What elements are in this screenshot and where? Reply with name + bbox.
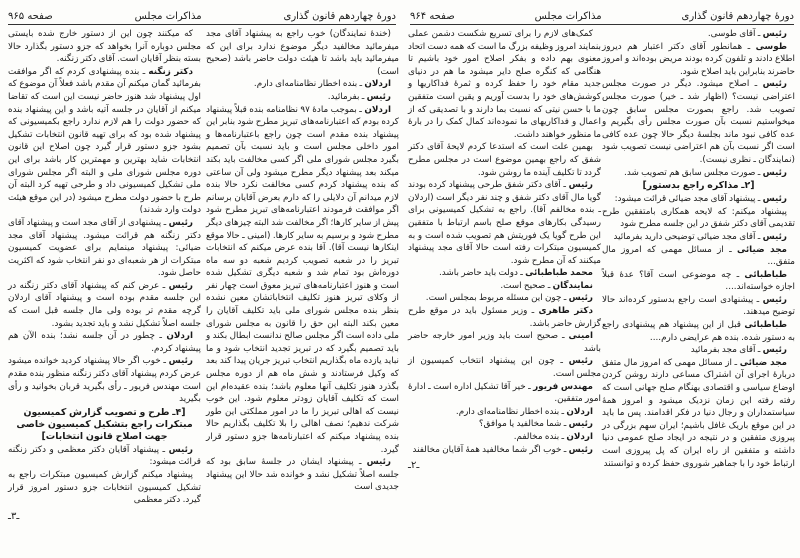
speaker-name: رئیس	[762, 79, 787, 90]
speech-text: ـ صورت مجلس سابق هم تصویب شد.	[624, 167, 763, 178]
speaker-name: رئیس	[762, 167, 787, 178]
speech-text: ـ پیشنهاد آقایان دکتر معظمی و دکتر زنگنه قرائت میشود:	[8, 444, 201, 468]
speaker-name: رئیس	[168, 280, 193, 291]
speaker-name: طباطبائی	[744, 320, 787, 331]
speaker-name: محمد طباطبائی	[525, 268, 593, 279]
session-period: دورهٔ چهاردهم قانون گذاری	[283, 11, 396, 22]
speech-paragraph	[8, 28, 201, 66]
speech-paragraph	[8, 330, 201, 355]
speech-text: ـ وزیر مسئول باید در موقع طرح گزارش حاضر باشد.	[408, 306, 601, 329]
speech-text: ـ آقای دکتر شفق طرحی پیشنهاد کرده بودند گویا مال آقای دکتر شفق و چند نفر دیگر است (اردلان ـ بنده مخالفم آقا). راجع به تشکیل کمیسیونی برای رسیدگی بکارهای موقع صلح باسم ارتباط با متفقین این طرح گویا یک فوریتش هم تصویب شده است و به کمیسیون مبتکرات رفته است حالا آقای مجد پیشنهاد میکنند که آن مطرح شود.	[408, 180, 601, 266]
speech-paragraph	[602, 28, 795, 41]
speaker-name: رئیس	[168, 356, 193, 367]
page-label: صفحه ۹۶۵	[8, 11, 53, 22]
speech-text: ـ پیشنهاد آقای مجد ضیائی قرائت میشود:	[614, 194, 763, 205]
speech-text: ـ از مسائل مهمی که امروز مال متفق دربارهٔ اجرای آن اشتراک مساعی دارند روشن کردن اوضاع سیاسی و اقتصادی بهنگام صلح جهانی است که رفته رفته این زمان نزدیک میشود و امروز همهٔ سیاستمداران و رجال دنیا در فکر اقدامند. پس ما باید در این موقع باریک غافل باشیم؛ ایران سهم بزرگی در پیروزی متفقین و در نتیجه در ایجاد صلح عمومی دنیا داشته و متفقین از راه ایران که پل پیروزی است ارتباط خود را با جماهیر شوروی حفظ کرده و توانستند	[602, 357, 795, 469]
speech-text: قبل از این پیشنهاد هم پیشنهادی راجع به دستور شده. بنده هم عرایضی دارم....	[602, 320, 795, 343]
speech-paragraph	[602, 344, 795, 357]
text-column-1	[602, 28, 795, 470]
speaker-name: نمایندگان	[552, 280, 593, 291]
speech-paragraph	[602, 269, 795, 294]
speech-text: ـ بموجب مادهٔ ۹۷ نظامنامه بنده قبلاً پیشنهاد کرده بودم که اعتبارنامه‌های تبریز مطرح شود بنابر این پیشنهاد بنده مقدم است چون راجع باعتبارنامه‌ها و امور داخلی مجلس است و باید نسبت بآن تصمیم بگیرد مجلس شورای ملی اگر کسی مخالفت باید بکند میکند بعد پیشنهاد دیگر مطرح میشود ولی آن ساعتی که بنده پیشنهاد کردم کسی مخالفت نکرد حالا بنده لازم میدانم آن دلایلی را که دارم بعرض آقایان برسانم اگر موافقت فرمودند اعتبارنامه‌های تبریز مطرح شود پیش از سایر کارها؛ اگر مخالفت شد البته چیزهای دیگر مطرح شود و برسیم به سایر کارها. (امینی ـ حالا موقع اینکارها نیست آقا). آقا بنده عرض میکنم که انتخابات تبریز را در شعبه تصویب کردیم شعبه دو سه ماه دوره‌اش بود تمام شد و شعبه دیگری تشکیل شده است و هنوز اعتبارنامه‌های تبریز معوق است چهار نفر از وکلای تبریز هنوز تکلیف انتخاباتشان معین نشده بنظر بنده مجلس شورای ملی باید تکلیف آقایان را معین بکند البته این حق را قانون به مجلس شورای ملی داده است اگر مجلس صالح ندانست ابطال بکند و باید تصمیم بگیرد که در تبریز تجدید انتخاب شود و ما نباید یازده ماه بگذاریم انتخاب تبریز جریان پیدا کند بعد که وکیل فرستادند و شش ماه هم از دوره مجلس بگذرد هنوز تکلیف آنها معلوم باشد؛ بنده عقیده‌ام این است که تکلیف آقایان زودتر معلوم شود. این خوب نیست که اهالی تبریز را ما در امور مملکتی این طور شرکت ندهیم؛ نصف اهالی را بلا تکلیف بگذاریم حالا بنده پیشنهاد میکنم که اعتبارنامه‌ها جزو دستور قرار گیرد.	[206, 104, 399, 455]
speaker-name: طوسی	[755, 41, 787, 52]
speaker-name: رئیس	[568, 356, 593, 367]
speaker-name: رئیس	[168, 444, 193, 455]
speaker-name: امینی	[568, 331, 593, 342]
speech-paragraph	[8, 217, 201, 280]
speech-paragraph	[408, 355, 601, 380]
speech-paragraph	[602, 206, 795, 231]
speaker-name: اردلان	[566, 432, 593, 442]
speaker-name: اردلان	[566, 406, 593, 417]
speech-paragraph	[602, 357, 795, 470]
speaker-name: رئیس	[168, 217, 193, 228]
speaker-name: رئیس	[762, 194, 787, 205]
speech-paragraph	[408, 141, 601, 179]
speech-text: ـ چطور در آن جلسه نشد؛ بنده الآن هم پیشنهاد کردم.	[8, 331, 201, 354]
speaker-name: رئیس	[568, 293, 593, 304]
speech-text: ـ خوب اگر شما مخالفید همهٔ آقایان مخالفند	[412, 444, 569, 455]
speech-text: ـ آقای مجد بفرمائید	[690, 345, 763, 356]
speech-paragraph	[8, 469, 201, 507]
speech-text: ـ بفرمائید.	[327, 91, 367, 102]
session-period: دورهٔ چهاردهم قانون گذاری	[681, 11, 794, 22]
speech-text: ـ اصلاح میشود. دیگر در صورت مجلس اعتراضی نیست؟ (اظهار شد ـ خیر) صورت مجلس تصویب شد. راجع بصورت مجلس سابق چون میخواستیم نسبت بآن صورت مجلس رأی بگیریم و عده کافی نبود ماند بجلسهٔ دیگر حالا چون عده کافی است اگر نسبت بآن هم اعتراضی نیست تصویب شود (نمایندگان ـ نظری نیست).	[602, 79, 795, 165]
speech-paragraph	[8, 444, 201, 469]
speech-text: ـ همانطور آقای دکتر اعتبار هم دیروز اطلاع دادند و تلفون کرده بودند مریض بوده‌اند و امروز حاضرند بنابراین باید اصلاح شود.	[602, 41, 795, 77]
publication-title: مذاکرات مجلس	[134, 11, 202, 22]
speech-text: کمک‌های لازم را برای تسریع شکست دشمن عملی بنمایند امروز وظیفه بزرگ ما است که همه دست اتحاد معنوی بهم داده و بفکر اصلاح امور خود باشیم تا هنگامی که کنگره صلح دایر میشود ما هم در دنیای جدید مقام خود را حفظ کرده و ثمرهٔ فداکاریها و کوشش‌های خود را بدست آوریم و یقین است متفقین ما با حسن نیتی که نسبت بما دارند و با تصدیقی که از اعمال و فداکاریهای ما نموده‌اند کمال کمک را در بارهٔ ما منظور خواهند داشت.	[408, 29, 601, 140]
speaker-name: مجد ضیائی	[736, 244, 787, 255]
speaker-name: اردلان	[364, 79, 391, 90]
speech-text: ـ پیشنهادی است راجع بدستور کرده‌اند حالا توضیح میدهند.	[602, 294, 795, 318]
text-column-1	[206, 28, 399, 494]
speech-paragraph	[602, 78, 795, 166]
speech-text: ـ دولت باید حاضر باشد.	[439, 268, 526, 279]
speech-paragraph	[408, 418, 601, 431]
speech-paragraph	[602, 167, 795, 180]
speaker-name: رئیس	[568, 180, 593, 191]
page-label: صفحه ۹۶۴	[410, 11, 455, 22]
speaker-name: مجد ضیائی	[739, 357, 788, 368]
page-number: ـ۳ـ	[8, 510, 20, 522]
speech-text: ـ بنده مخالفم.	[513, 432, 567, 442]
speaker-name: رئیس	[762, 231, 787, 242]
speaker-name: رئیس	[366, 91, 391, 102]
speech-text: (خندهٔ نمایندگان) خوب راجع به پیشنهاد آقای مجد میفرمائید مخالفید دیگر موضوع ندارد برای این که میفرمائید باید باشد تا هیئت دولت حاضر باشد (صحیح است)	[206, 29, 399, 77]
speech-text: ـ آقای طوسی.	[707, 29, 763, 39]
speech-paragraph	[602, 193, 795, 206]
speaker-name: دکتر طاهری	[538, 306, 593, 317]
section-heading: [۲ـ مذاکره راجع بدستور]	[642, 180, 755, 192]
speech-paragraph	[408, 381, 601, 406]
publication-title: مذاکرات مجلس	[534, 11, 602, 22]
speech-text: ـ شما مخالفید یا موافق؟	[478, 419, 569, 430]
page-header	[8, 4, 396, 25]
speech-text: ـ بنده اخطار نظامنامه‌ای دارم.	[455, 406, 567, 417]
speech-text: ـ چه موضوعی است آقا؟ عدهٔ قبلاً اجازه خواسته‌اند....	[602, 269, 795, 293]
speech-text: ـ آقای مجد ضیائی توضیحی دارید بفرمائید	[613, 231, 763, 242]
speech-text: ـ بنده پیشنهادی کردم که اگر موافقت بفرمائید گمان میکنم آن مقدم باشد فعلاً آن موضوع که اول پیشنهاد شد هنوز حاضر نیست این است که تقاضا میکنم از آقایان در جلسه آتیه باشد و این پیشنهاد بنده که حضور دولت را هم لازم ندارد راجع بکمیسیونی که پیشنهاد شده بود که برای تهیه قانون انتخابات تشکیل بشود جزو دستور قرار گیرد چون اصلاح این قانون انتخابات شاید بهترین و مهمترین کار باشد برای این دوره مجلس شورای ملی و البته اگر مجلس شورای ملی تشکیل کمیسیونی داد و طرحی تهیه کرد البته آن طرح با حضور دولت مطرح میشود (در این موقع هیئت دولت وارد شدند)	[8, 66, 201, 216]
speech-paragraph	[8, 280, 201, 330]
speech-paragraph	[408, 179, 601, 267]
speech-text: ـ چون این پیشنهاد انتخاب کمیسیون از مجلس است.	[408, 356, 601, 380]
speech-paragraph	[408, 330, 601, 355]
speaker-name: اردلان	[166, 331, 193, 342]
speech-text: پیشنهاد میکنم: که لایحه همکاری بامتفقین طرح تقدیمی آقای دکتر شفق در این جلسه مطرح شود	[602, 206, 795, 230]
speech-paragraph	[206, 91, 399, 104]
speech-paragraph	[408, 431, 601, 444]
speech-paragraph	[408, 444, 601, 457]
speech-text: ـ چون این مسئله مربوط بمجلس است.	[425, 293, 569, 304]
text-column-2	[408, 28, 601, 472]
speaker-name: رئیس	[762, 294, 787, 305]
speaker-name: رئیس	[366, 457, 391, 468]
speech-paragraph	[602, 41, 795, 79]
text-column-2	[8, 28, 201, 523]
speech-paragraph	[602, 244, 795, 269]
speech-paragraph	[206, 456, 399, 494]
speech-text: ـ بنده اخطار نظامنامه‌ای دارم.	[253, 79, 365, 90]
speech-text: پیشنهاد میکنم گزارش کمیسیون مبتکرات راجع به تشکیل کمیسیون انتخابات جزو دستور امروز قرار گیرد. دکتر معظمی	[8, 470, 201, 506]
speech-paragraph	[206, 78, 399, 91]
speaker-name: مهندس فریور	[533, 381, 593, 392]
speech-paragraph	[602, 294, 795, 319]
speaker-name: رئیس	[568, 444, 593, 455]
speech-text: ـ از مسائل مهمی که امروز مال متفق...	[602, 244, 795, 268]
speech-text: ـ خیر آقا تشکیل اداره است ـ ادارهٔ امور متفقین.	[408, 381, 601, 405]
speech-paragraph	[602, 231, 795, 244]
speech-paragraph	[206, 104, 399, 457]
speech-paragraph	[206, 28, 399, 78]
speech-text: ـ صحیح است باید وزیر امور خارجه حاضر باشد	[408, 331, 601, 354]
speech-paragraph	[408, 292, 601, 305]
section-heading: [۴ـ طرح و تصویب گزارش کمیسیون مبتکرات راجع بتشکیل کمیسیون خاصی جهت اصلاح قانون انتخابات]	[16, 406, 193, 442]
speech-paragraph	[408, 406, 601, 419]
speech-paragraph	[8, 355, 201, 405]
speaker-name: دکتر زنگنه	[148, 66, 193, 77]
speech-text: که میکنند چون این از دستور خارج شده بایستی مجلس دوباره آنرا بخواهد که جزو دستور بگذارد حالا بسته بنظر آقایان است. آقای دکتر زنگنه.	[8, 29, 201, 65]
speaker-name: رئیس	[762, 345, 787, 356]
speech-paragraph	[408, 267, 601, 280]
speaker-name: اردلان	[364, 104, 391, 115]
speaker-name: طباطبائی	[744, 269, 787, 280]
speech-paragraph	[408, 280, 601, 293]
speech-text: بهمین علت است که استدعا کردم لایحهٔ آقای دکتر شفق که راجع بهمین موضوع است در مجلس مطرح گردد تا تکلیف آینده ما روشن شود.	[408, 142, 601, 178]
speech-text: ـ عرض کنم که پیشنهاد آقای دکتر زنگنه در این جلسه مقدم بوده است و پیشنهاد آقای اردلان گرچه مقدم تر بوده ولی مال جلسه قبل است که جلسه اصلاً تشکیل نشد و باید تجدید بشود.	[8, 280, 201, 329]
speech-text: ـ پیشنهاد ایشان در جلسهٔ سابق بود که جلسه اصلاً تشکیل نشد و خوانده شد حالا این پیشنهاد جدیدی است	[206, 457, 399, 493]
speech-text: ـ صحیح است.	[500, 280, 553, 291]
page-number: ـ۲ـ	[408, 460, 420, 472]
speech-text: ـ پیشنهادی از آقای مجد است و پیشنهاد آقای دکتر زنگنه هم قرائت میشود. پیشنهاد آقای مجد ضیائی: پیشنهاد مینمایم برای عضویت کمیسیون مبتکرات از هر شعبه‌ای دو نفر انتخاب شود که اکثریت حاصل شود.	[8, 217, 201, 279]
page-header	[410, 4, 794, 25]
speaker-name: رئیس	[762, 29, 787, 39]
speech-text: ـ خوب اگر حالا پیشنهاد کردید خوانده میشود عرض کردم پیشنهاد آقای دکتر زنگنه منظور بنده مقدم است مهندس فریور ـ رأی بگیرید قربان بخوانید و رأی بگیرید	[8, 356, 201, 405]
speaker-name: رئیس	[568, 419, 593, 430]
speech-paragraph	[408, 28, 601, 141]
speech-paragraph	[602, 319, 795, 344]
speech-paragraph	[8, 66, 201, 217]
speech-paragraph	[408, 305, 601, 330]
